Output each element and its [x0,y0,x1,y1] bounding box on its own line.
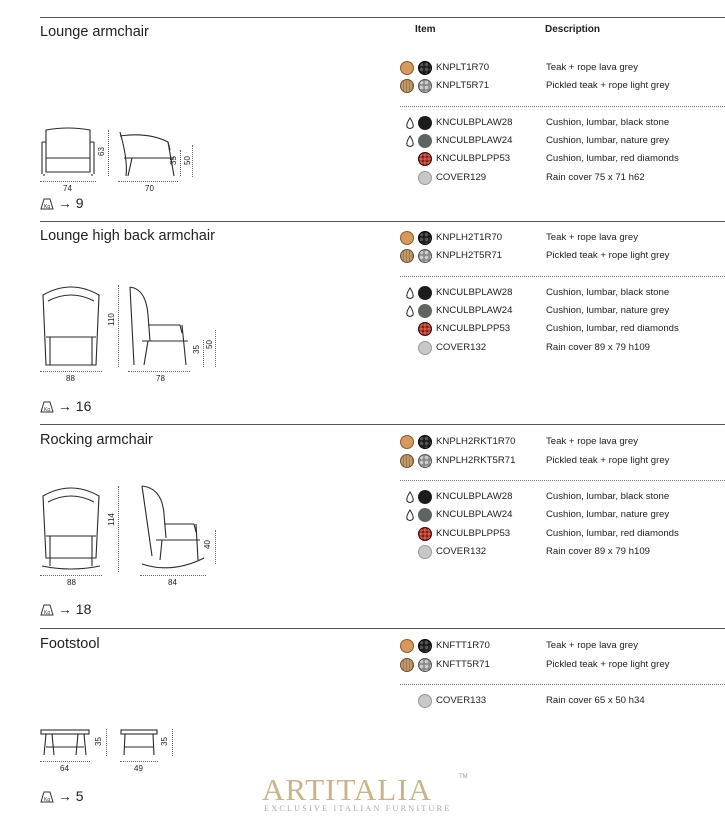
logo-wordmark: ARTITALIA [262,772,432,807]
svg-text:Kg: Kg [44,797,51,804]
item-code: KNCULBPLAW24 [436,305,513,316]
dim-line [40,761,90,762]
dim-line [106,729,107,756]
item-row [0,231,725,247]
accessory-row [0,322,725,338]
rain-cover-swatch-icon [418,545,432,559]
rope-light-grey-swatch-icon [418,454,432,468]
item-code: KNCULBPLPP53 [436,528,511,539]
column-header-description: Description [545,24,601,35]
dotted-separator [400,684,725,685]
item-description: Teak + rope lava grey [546,436,638,447]
dim-height: 110 [106,313,116,326]
dim-side-depth: 70 [145,184,154,193]
section-rule [40,221,725,222]
dim-height: 114 [106,513,116,526]
water-drop-icon [405,491,415,504]
rope-lava-grey-swatch-icon [418,231,432,245]
item-code: KNPLH2T5R71 [436,250,503,261]
red-diamonds-swatch-icon [418,527,432,541]
accessory-row [0,508,725,524]
item-description: Cushion, lumbar, black stone [546,117,670,128]
logo-tagline: EXCLUSIVE ITALIAN FURNITURE [264,804,452,813]
rope-light-grey-swatch-icon [418,79,432,93]
dim-arm-height: 50 [182,156,192,165]
weight-value: 16 [75,398,92,414]
item-code: COVER133 [436,695,487,706]
item-code: COVER132 [436,342,487,353]
dim-side-depth: 49 [134,764,143,773]
pickled-teak-swatch-icon [400,249,414,263]
item-code: KNCULBPLAW24 [436,509,513,520]
item-row [0,454,725,470]
dim-side-height: 35 [159,737,169,746]
weight-indicator [40,788,84,804]
dim-front-width: 88 [67,578,76,587]
dim-front-width: 74 [63,184,72,193]
accessory-row [0,304,725,320]
dim-side-depth: 78 [156,374,165,383]
item-code: KNPLH2T1R70 [436,232,503,243]
item-code: KNPLH2RKT5R71 [436,455,516,466]
accessory-row [0,116,725,132]
svg-text:Kg: Kg [44,407,51,414]
item-code: KNCULBPLPP53 [436,153,511,164]
item-code: KNPLT1R70 [436,62,490,73]
item-description: Teak + rope lava grey [546,232,638,243]
item-description: Cushion, lumbar, red diamonds [546,323,679,334]
water-drop-icon [405,135,415,148]
item-description: Teak + rope lava grey [546,640,638,651]
red-diamonds-swatch-icon [418,152,432,166]
rain-cover-swatch-icon [418,171,432,185]
section-rule [40,628,725,629]
dotted-separator [400,106,725,107]
item-description: Rain cover 65 x 50 h34 [546,695,645,706]
item-code: KNCULBPLAW28 [436,287,513,298]
footstool-side-drawing [120,729,158,757]
item-row [0,435,725,451]
section-rule [40,424,725,425]
water-drop-icon [405,117,415,130]
item-description: Cushion, lumbar, red diamonds [546,528,679,539]
weight-indicator [40,601,91,617]
nature-grey-swatch-icon [418,134,432,148]
accessory-row [0,490,725,506]
weight-value: 9 [75,195,84,211]
pickled-teak-swatch-icon [400,658,414,672]
dotted-separator [400,276,725,277]
teak-swatch-icon [400,61,414,75]
accessory-row [0,286,725,302]
water-drop-icon [405,305,415,318]
rain-cover-swatch-icon [418,694,432,708]
black-stone-swatch-icon [418,286,432,300]
item-description: Pickled teak + rope light grey [546,80,670,91]
nature-grey-swatch-icon [418,508,432,522]
dim-front-width: 88 [66,374,75,383]
weight-icon [40,401,54,413]
dim-arm-height: 50 [204,340,214,349]
accessory-row [0,545,725,561]
water-drop-icon [405,287,415,300]
rope-lava-grey-swatch-icon [418,61,432,75]
item-code: KNFTT1R70 [436,640,490,651]
accessory-row [0,341,725,357]
item-description: Pickled teak + rope light grey [546,455,670,466]
accessory-row [0,134,725,150]
item-description: Rain cover 89 x 79 h109 [546,546,650,557]
item-description: Cushion, lumbar, black stone [546,491,670,502]
item-row [0,658,725,674]
top-rule [40,17,725,18]
item-code: COVER132 [436,546,487,557]
item-code: KNCULBPLAW24 [436,135,513,146]
item-code: KNCULBPLAW28 [436,491,513,502]
item-description: Rain cover 89 x 79 h109 [546,342,650,353]
red-diamonds-swatch-icon [418,322,432,336]
item-description: Cushion, lumbar, red diamonds [546,153,679,164]
item-description: Cushion, lumbar, black stone [546,287,670,298]
item-code: COVER129 [436,172,487,183]
dim-line [140,575,206,576]
item-description: Rain cover 75 x 71 h62 [546,172,645,183]
dotted-separator [400,480,725,481]
pickled-teak-swatch-icon [400,454,414,468]
section-title: Footstool [40,636,100,652]
rope-lava-grey-swatch-icon [418,639,432,653]
item-description: Cushion, lumbar, nature grey [546,135,670,146]
item-description: Cushion, lumbar, nature grey [546,509,670,520]
arrow-icon: → [57,601,72,617]
weight-value: 18 [75,601,92,617]
dim-line [40,371,102,372]
dim-front-height: 35 [93,737,103,746]
weight-value: 5 [75,788,84,804]
black-stone-swatch-icon [418,116,432,130]
teak-swatch-icon [400,231,414,245]
section-title: Lounge high back armchair [40,228,215,244]
logo-trademark: TM [459,774,468,780]
dim-line [40,575,102,576]
accessory-row [0,152,725,168]
arrow-icon: → [57,788,72,804]
item-code: KNCULBPLPP53 [436,323,511,334]
svg-text:Kg: Kg [44,610,51,617]
rope-light-grey-swatch-icon [418,658,432,672]
rain-cover-swatch-icon [418,341,432,355]
teak-swatch-icon [400,435,414,449]
weight-indicator [40,398,91,414]
column-header-item: Item [415,24,436,35]
dim-height: 63 [96,147,106,156]
item-description: Cushion, lumbar, nature grey [546,305,670,316]
dim-seat-height: 40 [202,540,212,549]
weight-indicator [40,195,84,211]
weight-icon [40,198,54,210]
item-description: Pickled teak + rope light grey [546,250,670,261]
section-title: Lounge armchair [40,24,149,40]
accessory-row [0,527,725,543]
footstool-front-drawing [40,729,90,757]
item-row [0,79,725,95]
artitalia-logo [262,772,472,816]
arrow-icon: → [57,195,72,211]
dim-seat-height: 35 [191,345,201,354]
pickled-teak-swatch-icon [400,79,414,93]
water-drop-icon [405,509,415,522]
svg-text:Kg: Kg [44,204,51,211]
item-description: Teak + rope lava grey [546,62,638,73]
item-code: KNPLH2RKT1R70 [436,436,516,447]
item-code: KNCULBPLAW28 [436,117,513,128]
item-row [0,61,725,77]
item-row [0,639,725,655]
item-code: KNFTT5R71 [436,659,490,670]
dim-side-depth: 84 [168,578,177,587]
teak-swatch-icon [400,639,414,653]
arrow-icon: → [57,398,72,414]
section-title: Rocking armchair [40,432,153,448]
black-stone-swatch-icon [418,490,432,504]
rope-light-grey-swatch-icon [418,249,432,263]
accessory-row [0,171,725,187]
weight-icon [40,791,54,803]
item-row [0,249,725,265]
nature-grey-swatch-icon [418,304,432,318]
item-description: Pickled teak + rope light grey [546,659,670,670]
accessory-row [0,694,725,710]
dim-front-width: 64 [60,764,69,773]
dim-seat-height: 35 [168,156,178,165]
weight-icon [40,604,54,616]
rope-lava-grey-swatch-icon [418,435,432,449]
item-code: KNPLT5R71 [436,80,490,91]
dim-line [172,729,173,756]
dim-line [128,371,190,372]
dim-line [120,761,158,762]
